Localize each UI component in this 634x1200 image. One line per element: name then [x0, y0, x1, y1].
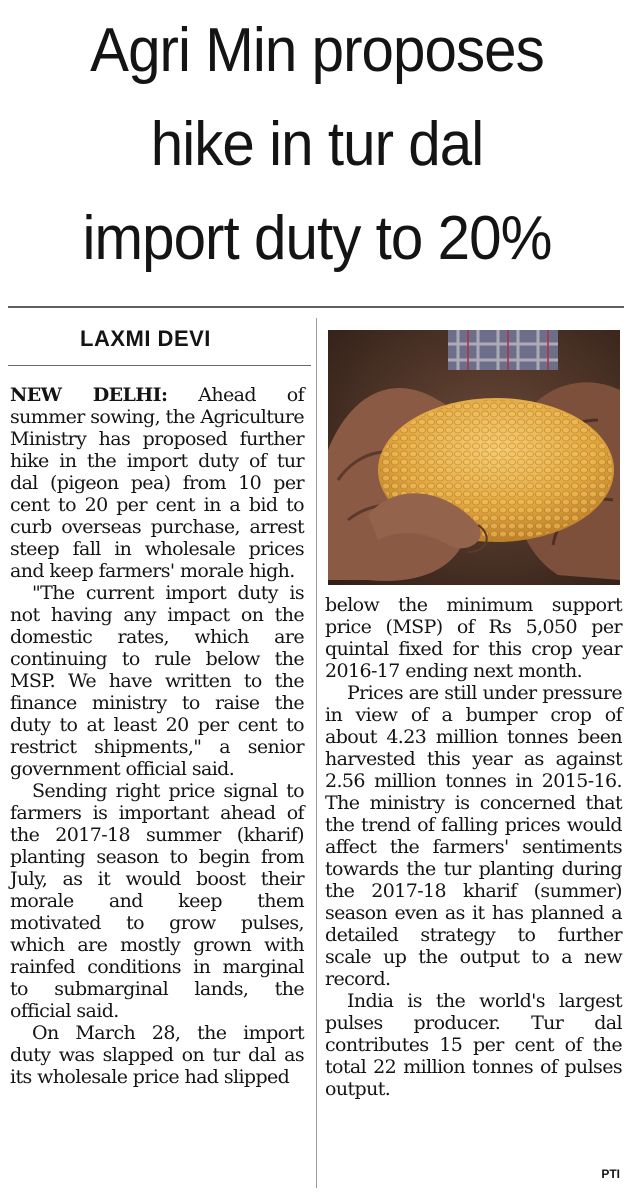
photo-credit: PTI [601, 1167, 620, 1181]
photo-illustration [328, 330, 620, 585]
paragraph-2: "The current import duty is not having any impact on the domestic rates, which are continuing to rule below the MSP. We have written to the finance ministry to raise the duty to at least 20 per cent to restrict shipments," a senior government official said. [10, 582, 304, 780]
paragraph-1 [10, 384, 304, 582]
paragraph-7: India is the world's largest pulses producer. Tur dal contributes 15 per cent of the total 22 million tonnes of pulses output. [325, 990, 622, 1100]
paragraph-5: below the minimum support price (MSP) of Rs 5,050 per quintal fixed for this crop year 2016-17 ending next month. [325, 594, 622, 682]
paragraph-3: Sending right price signal to farmers is important ahead of the 2017-18 summer (kharif) planting season to begin from July, as it would boost their morale and keep them motivated to grow pulses, which are mostly grown with rainfed conditions in marginal to submarginal lands, the official said. [10, 780, 304, 1022]
hands-holding-tur-dal-photo [328, 330, 620, 585]
dateline: NEW DELHI: [10, 384, 168, 406]
paragraph-1-text: Ahead of summer sowing, the Agriculture Ministry has proposed further hike in the import duty of tur dal (pigeon pea) from 10 per cent to 20 per cent in a bid to curb overseas purchase, arrest steep fall in wholesale prices and keep farmers' morale high. [10, 384, 304, 582]
byline-divider [8, 365, 311, 366]
byline: LAXMI DEVI [80, 326, 211, 351]
paragraph-4: On March 28, the import duty was slapped on tur dal as its wholesale price had slipped [10, 1022, 304, 1088]
headline [19, 4, 615, 286]
headline-line-2: hike in tur dal [150, 110, 484, 179]
column-divider [316, 318, 317, 1188]
headline-line-3: import duty to 20% [82, 204, 552, 273]
paragraph-6: Prices are still under pressure in view of a bumper crop of about 4.23 million tonnes been harvested this year as against 2.56 million tonnes in 2015-16. The ministry is concerned that the trend of falling prices would affect the farmers' sentiments towards the tur planting during the 2017-18 kharif (summer) season even as it has planned a detailed strategy to further scale up the output to a new record. [325, 682, 622, 990]
right-column [325, 594, 622, 1100]
headline-line-1: Agri Min proposes [90, 16, 544, 85]
left-column [10, 384, 304, 1088]
headline-divider [8, 306, 624, 308]
